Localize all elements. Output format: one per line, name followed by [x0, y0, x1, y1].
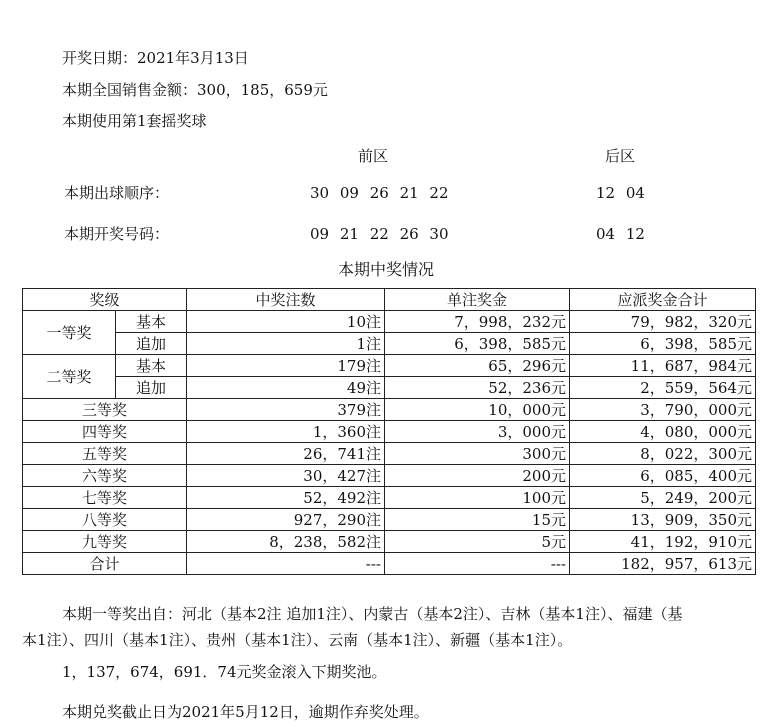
single-prize: 3，000元 — [385, 421, 570, 443]
winning-front-numbers: 09 21 22 26 30 — [310, 225, 449, 243]
header-level: 奖级 — [23, 289, 187, 311]
sub-level: 基本 — [116, 355, 187, 377]
header-prize: 单注奖金 — [385, 289, 570, 311]
single-prize: 200元 — [385, 465, 570, 487]
table-row — [23, 531, 756, 553]
prize-level-second: 二等奖 — [23, 355, 116, 399]
prize-level: 四等奖 — [23, 421, 187, 443]
winning-back-numbers: 04 12 — [596, 225, 645, 243]
prize-level: 七等奖 — [23, 487, 187, 509]
winner-count: 49注 — [187, 377, 385, 399]
table-row — [23, 399, 756, 421]
prize-table — [22, 288, 756, 575]
draw-date: 开奖日期：2021年3月13日 — [62, 49, 249, 67]
winner-count: 379注 — [187, 399, 385, 421]
prize-table-title: 本期中奖情况 — [337, 260, 434, 279]
winner-count: 52，492注 — [187, 487, 385, 509]
total-prize: 2，559，564元 — [570, 377, 756, 399]
front-zone-heading: 前区 — [358, 147, 389, 165]
back-zone-heading: 后区 — [605, 147, 636, 165]
first-prize-regions-line-1: 本期一等奖出自：河北（基本2注 追加1注）、内蒙古（基本2注）、吉林（基本1注）、福建（基 — [62, 605, 683, 623]
table-row — [23, 355, 756, 377]
draw-order-label: 本期出球顺序： — [64, 184, 170, 202]
table-row — [23, 421, 756, 443]
single-prize: 300元 — [385, 443, 570, 465]
prize-level: 五等奖 — [23, 443, 187, 465]
table-row — [23, 333, 756, 355]
total-label: 合计 — [23, 553, 187, 575]
header-count: 中奖注数 — [187, 289, 385, 311]
single-prize: 6，398，585元 — [385, 333, 570, 355]
winner-count: 30，427注 — [187, 465, 385, 487]
total-prize: 6，085，400元 — [570, 465, 756, 487]
single-prize: 15元 — [385, 509, 570, 531]
single-prize: 100元 — [385, 487, 570, 509]
ball-set: 本期使用第1套摇奖球 — [62, 112, 207, 130]
winner-count: 26，741注 — [187, 443, 385, 465]
first-prize-regions-line-2: 本1注）、四川（基本1注）、贵州（基本1注）、云南（基本1注）、新疆（基本1注）。 — [22, 631, 573, 649]
sub-level: 追加 — [116, 333, 187, 355]
winner-count: 10注 — [187, 311, 385, 333]
single-prize: 5元 — [385, 531, 570, 553]
prize-level: 六等奖 — [23, 465, 187, 487]
winner-count: 8，238，582注 — [187, 531, 385, 553]
prize-level: 三等奖 — [23, 399, 187, 421]
winner-count: 1注 — [187, 333, 385, 355]
single-prize: 10，000元 — [385, 399, 570, 421]
total-count: --- — [187, 553, 385, 575]
prize-level-first: 一等奖 — [23, 311, 116, 355]
winning-numbers-label: 本期开奖号码： — [64, 225, 170, 243]
table-row — [23, 465, 756, 487]
table-row — [23, 311, 756, 333]
total-single: --- — [385, 553, 570, 575]
total-prize: 11，687，984元 — [570, 355, 756, 377]
sub-level: 追加 — [116, 377, 187, 399]
prize-level: 九等奖 — [23, 531, 187, 553]
prize-level: 八等奖 — [23, 509, 187, 531]
table-row — [23, 377, 756, 399]
table-header-row — [23, 289, 756, 311]
single-prize: 7，998，232元 — [385, 311, 570, 333]
draw-order-front-numbers: 30 09 26 21 22 — [310, 184, 449, 202]
total-prize: 13，909，350元 — [570, 509, 756, 531]
total-prize: 4，080，000元 — [570, 421, 756, 443]
table-row — [23, 509, 756, 531]
total-prize: 6，398，585元 — [570, 333, 756, 355]
total-prize: 8，022，300元 — [570, 443, 756, 465]
total-row — [23, 553, 756, 575]
total-prize: 79，982，320元 — [570, 311, 756, 333]
table-row — [23, 443, 756, 465]
winner-count: 1，360注 — [187, 421, 385, 443]
jackpot-rollover: 1，137，674，691．74元奖金滚入下期奖池。 — [62, 663, 387, 681]
total-prize: 3，790，000元 — [570, 399, 756, 421]
grand-total: 182，957，613元 — [570, 553, 756, 575]
single-prize: 65，296元 — [385, 355, 570, 377]
header-total: 应派奖金合计 — [570, 289, 756, 311]
total-prize: 5，249，200元 — [570, 487, 756, 509]
winner-count: 179注 — [187, 355, 385, 377]
sub-level: 基本 — [116, 311, 187, 333]
single-prize: 52，236元 — [385, 377, 570, 399]
claim-deadline: 本期兑奖截止日为2021年5月12日，逾期作弃奖处理。 — [62, 703, 429, 721]
sales-amount: 本期全国销售金额：300，185，659元 — [62, 81, 328, 99]
draw-order-back-numbers: 12 04 — [596, 184, 645, 202]
winner-count: 927，290注 — [187, 509, 385, 531]
table-row — [23, 487, 756, 509]
total-prize: 41，192，910元 — [570, 531, 756, 553]
